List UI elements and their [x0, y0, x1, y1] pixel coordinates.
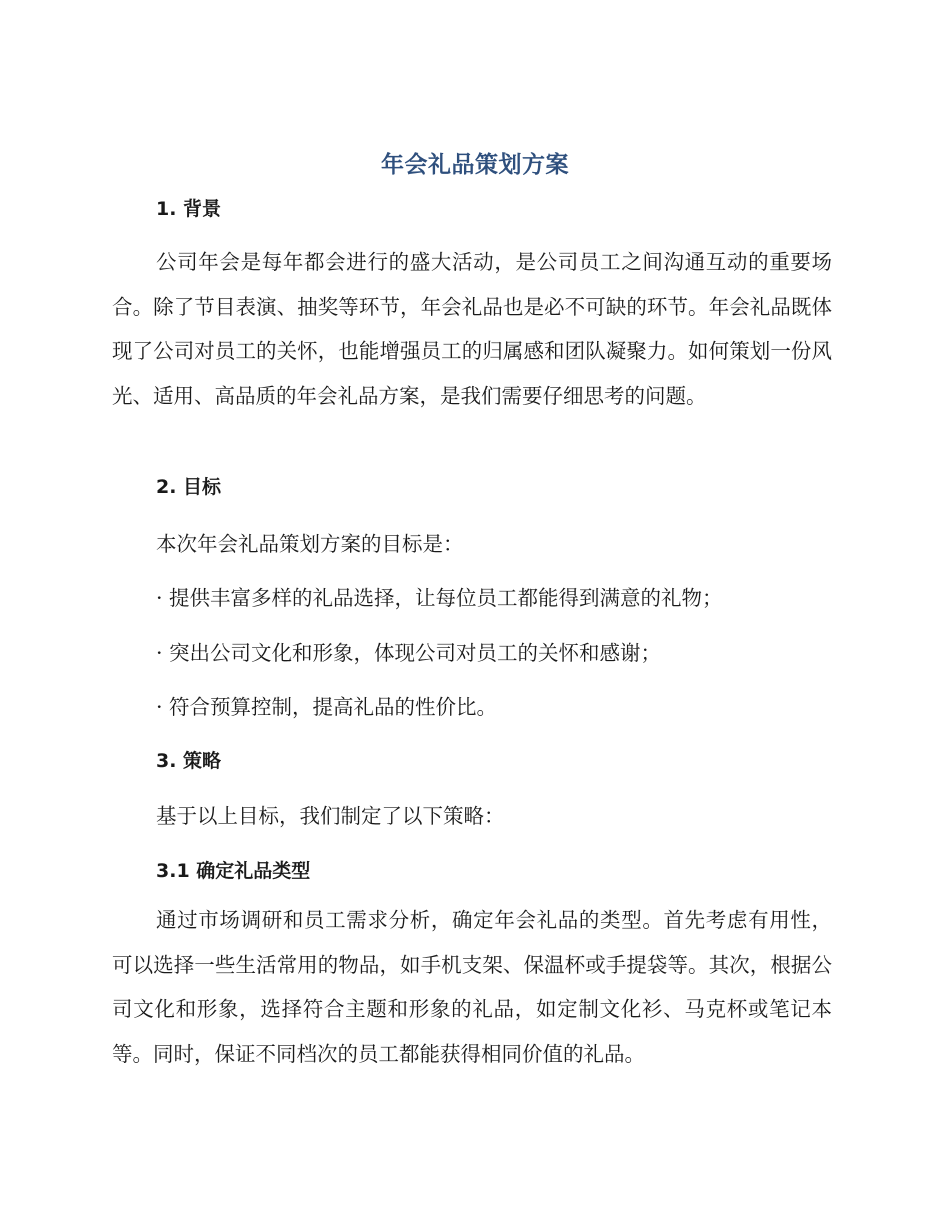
section-heading-goals: 2. 目标 [156, 476, 222, 498]
goal-bullet-2: · 突出公司文化和形象，体现公司对员工的关怀和感谢； [156, 641, 662, 665]
paragraph-strategy-intro: 基于以上目标，我们制定了以下策略： [156, 804, 505, 828]
paragraph-goals-intro: 本次年会礼品策划方案的目标是： [156, 532, 464, 556]
subsection-heading-gift-type: 3.1 确定礼品类型 [156, 860, 311, 882]
section-heading-strategy: 3. 策略 [156, 750, 222, 772]
paragraph-background: 公司年会是每年都会进行的盛大活动，是公司员工之间沟通互动的重要场合。除了节目表演、抽奖等环节，年会礼品也是必不可缺的环节。年会礼品既体现了公司对员工的关怀，也能增强员工的归属感和团队凝聚力。如何策划一份风光、适用、高品质的年会礼品方案，是我们需要仔细思考的问题。 [112, 250, 832, 408]
paragraph-gift-type: 通过市场调研和员工需求分析，确定年会礼品的类型。首先考虑有用性，可以选择一些生活常用的物品，如手机支架、保温杯或手提袋等。其次，根据公司文化和形象，选择符合主题和形象的礼品，如定制文化衫、马克杯或笔记本等。同时，保证不同档次的员工都能获得相同价值的礼品。 [112, 908, 832, 1066]
section-heading-background: 1. 背景 [156, 198, 222, 220]
goal-bullet-3: · 符合预算控制，提高礼品的性价比。 [156, 695, 498, 719]
document-title: 年会礼品策划方案 [381, 152, 569, 178]
goal-bullet-1: · 提供丰富多样的礼品选择，让每位员工都能得到满意的礼物； [156, 586, 723, 610]
